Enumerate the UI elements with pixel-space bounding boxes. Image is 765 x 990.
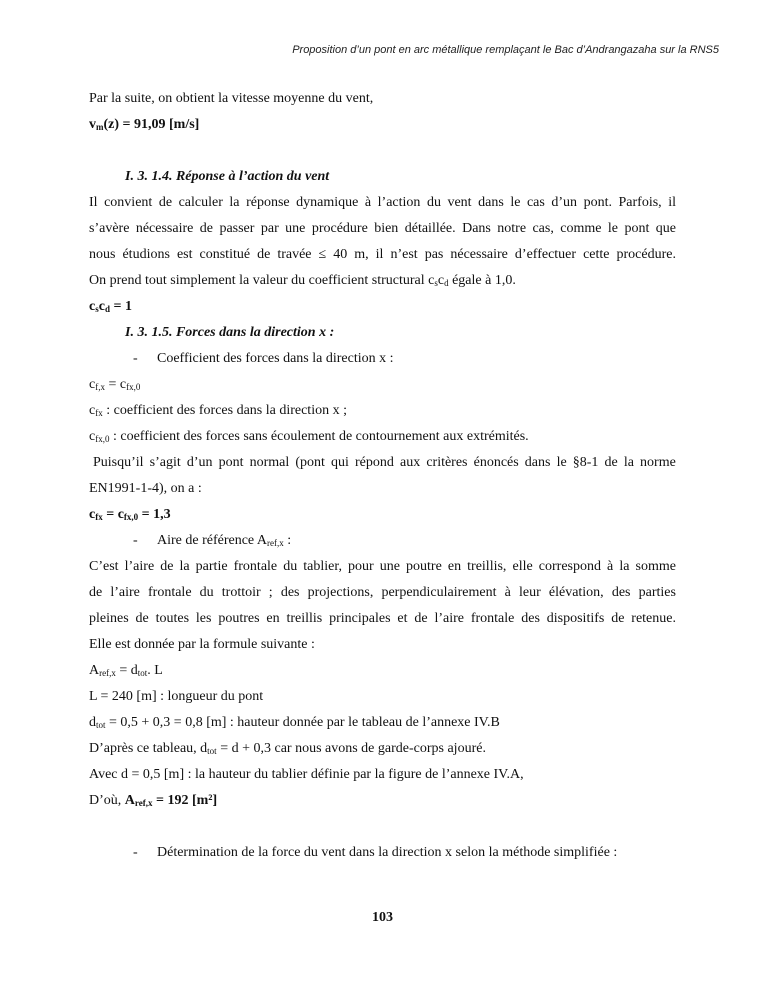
word: ≤ — [318, 247, 327, 262]
word: des — [280, 585, 300, 600]
word: il — [668, 195, 676, 210]
word: l’aire — [110, 585, 140, 600]
word: cas, — [532, 221, 554, 236]
definition-cfx0: $c_{fx,0}$ : coefficient des forces sans écoulement de contournement aux extrémités. — [89, 429, 529, 444]
word: d’effectuer — [514, 247, 577, 262]
word: de — [414, 611, 428, 626]
word: somme — [635, 559, 676, 574]
word: n’est — [390, 247, 418, 262]
word: frontale — [148, 585, 192, 600]
word: le — [556, 455, 567, 470]
justified-line — [89, 606, 676, 632]
page-number: 103 — [372, 910, 393, 925]
word: Puisqu’il — [93, 455, 144, 470]
word: le — [607, 221, 619, 236]
word: de — [89, 585, 103, 600]
word: des — [611, 585, 631, 600]
justified-line — [89, 580, 676, 606]
word: pour — [348, 559, 374, 574]
word: pont — [624, 221, 650, 236]
word: à — [364, 195, 372, 210]
word: nous — [89, 247, 116, 262]
word: la — [179, 559, 190, 574]
word: de — [158, 195, 173, 210]
section-heading-response: I. 3. 1.4. Réponse à l’action du vent — [125, 169, 330, 184]
table-note-line: D’après ce tableau, $d_{tot} = d + 0,3$ car nous avons de garde-corps ajouré. — [89, 741, 486, 756]
word: l’aire — [434, 611, 464, 626]
word: Dans — [462, 221, 491, 236]
word: l’action — [377, 195, 421, 210]
paragraph-normal-bridge — [89, 450, 676, 502]
word: pas — [424, 247, 444, 262]
word: énoncés — [473, 455, 519, 470]
word: convient — [104, 195, 153, 210]
word: passer — [219, 221, 255, 236]
word: détaillée. — [404, 221, 456, 236]
word: l’aire — [124, 559, 155, 574]
word: réponse — [246, 195, 290, 210]
bullet-wind-force: - Détermination de la force du vent dans la direction x selon la méthode simplifiée : — [89, 840, 676, 866]
word: vent — [447, 195, 472, 210]
spacer — [89, 814, 676, 840]
word: frontale — [233, 559, 278, 574]
intro-line: Par la suite, on obtient la vitesse moyenne du vent, — [89, 91, 374, 106]
word: en — [266, 611, 280, 626]
word: parties — [638, 585, 676, 600]
word: une — [379, 559, 400, 574]
word: notre — [497, 221, 527, 236]
bullet-dash: - — [133, 845, 138, 860]
word: que — [655, 221, 676, 236]
justified-line — [89, 216, 676, 242]
word: critères — [426, 455, 468, 470]
word: aux — [400, 455, 421, 470]
word: élévation, — [548, 585, 604, 600]
document-body — [89, 86, 676, 866]
word: procédure. — [616, 247, 676, 262]
word: répond — [355, 455, 394, 470]
section-heading-forces: I. 3. 1.5. Forces dans la direction x : — [125, 325, 335, 340]
word: du — [283, 559, 298, 574]
word: toutes — [155, 611, 190, 626]
word: pleines — [89, 611, 129, 626]
word: de — [160, 559, 174, 574]
word: d’un — [186, 455, 213, 470]
word: s’agit — [149, 455, 181, 470]
word: poutres — [218, 611, 260, 626]
justified-line — [89, 242, 676, 268]
justified-line — [89, 190, 676, 216]
paragraph-last-line: On prend tout simplement la valeur du coefficient structural $c_sc_d$ égale à 1,0. — [89, 273, 516, 288]
bullet-reference-area: - Aire de référence $A_{ref,x}$ : — [89, 528, 676, 554]
justified-line — [89, 554, 676, 580]
word: de — [135, 611, 149, 626]
word: ; — [268, 585, 273, 600]
word: dans — [524, 455, 551, 470]
word: dynamique — [296, 195, 359, 210]
word: 40 — [333, 247, 348, 262]
word: projections, — [307, 585, 374, 600]
word: s’avère — [89, 221, 130, 236]
word: C’est — [89, 559, 119, 574]
word: de — [604, 455, 618, 470]
word: frontale — [470, 611, 515, 626]
word: treillis — [286, 611, 323, 626]
word: la — [229, 195, 240, 210]
force-coefficient-result: $c_{fx} = c_{fx,0} = 1,3$ — [89, 507, 171, 522]
length-line: L = 240 [m] : longueur du pont — [89, 689, 264, 704]
definition-cfx: $c_{fx}$ : coefficient des forces dans la direction x ; — [89, 403, 347, 418]
word: et — [397, 611, 408, 626]
bullet-dash: - — [133, 351, 138, 366]
word: normal — [249, 455, 290, 470]
word: des — [521, 611, 540, 626]
word: procédure — [311, 221, 368, 236]
word: cette — [583, 247, 610, 262]
area-result-line: D’où, $A_{ref,x} = 192$ [m²] — [89, 793, 218, 808]
word: principales — [329, 611, 391, 626]
word: d’un — [551, 195, 578, 210]
page-header: Proposition d’un pont en arc métallique remplaçant le Bac d’Andrangazaha sur la RNS5 — [292, 44, 719, 56]
word: de — [257, 247, 271, 262]
word: nécessaire — [450, 247, 508, 262]
word: du — [199, 585, 214, 600]
height-line: $d_{tot} = 0,5 + 0,3 = 0,8$ [m] : hauteur donnée par le tableau de l’annexe IV.B — [89, 715, 500, 730]
word: de — [199, 221, 214, 236]
word: (pont — [295, 455, 325, 470]
word: norme — [640, 455, 676, 470]
word: elle — [512, 559, 533, 574]
word: perpendiculairement — [381, 585, 497, 600]
word: nécessaire — [135, 221, 194, 236]
word: comme — [560, 221, 602, 236]
word: cas — [526, 195, 545, 210]
velocity-result: $v_m(z) = 91,09$ [m/s] — [89, 117, 200, 132]
justified-line — [89, 450, 676, 476]
word: est — [176, 247, 193, 262]
word: le — [510, 195, 521, 210]
word: à — [607, 559, 614, 574]
word: treillis, — [467, 559, 507, 574]
word: retenue. — [631, 611, 676, 626]
word: correspond — [538, 559, 601, 574]
word: pont — [218, 455, 244, 470]
paragraph-last-line: EN1991-1-4), on a : — [89, 481, 202, 496]
word: m, — [354, 247, 369, 262]
word: qui — [331, 455, 349, 470]
word: constitué — [199, 247, 251, 262]
word: la — [623, 455, 634, 470]
word: bien — [374, 221, 399, 236]
word: dispositifs — [546, 611, 605, 626]
deck-height-line: Avec d = 0,5 [m] : la hauteur du tablier définie par la figure de l’annexe IV.A, — [89, 767, 524, 782]
word: dans — [478, 195, 504, 210]
word: une — [285, 221, 306, 236]
word: leur — [518, 585, 541, 600]
word: du — [426, 195, 441, 210]
word: en — [447, 559, 462, 574]
word: travée — [277, 247, 312, 262]
word: Il — [89, 195, 98, 210]
bullet-force-coefficient: - Coefficient des forces dans la direction x : — [89, 346, 676, 372]
word: calculer — [178, 195, 223, 210]
word: partie — [195, 559, 228, 574]
word: de — [611, 611, 625, 626]
paragraph-response — [89, 190, 676, 294]
spacer — [89, 138, 676, 164]
equation-area: $A_{ref,x} = d_{tot}$. L — [89, 663, 163, 678]
word: poutre — [406, 559, 442, 574]
word: pont. — [583, 195, 612, 210]
word: les — [195, 611, 212, 626]
paragraph-reference-area — [89, 554, 676, 658]
word: par — [260, 221, 279, 236]
equation-cfx: $c_{f,x} = c_{fx,0}$ — [89, 377, 141, 392]
word: à — [504, 585, 511, 600]
word: trottoir — [221, 585, 261, 600]
word: la — [619, 559, 630, 574]
word: il — [375, 247, 384, 262]
bullet-dash: - — [133, 533, 138, 548]
word: Parfois, — [618, 195, 662, 210]
word: étudions — [122, 247, 170, 262]
structural-coefficient-result: $c_sc_d = 1$ — [89, 299, 132, 314]
paragraph-last-line: Elle est donnée par la formule suivante : — [89, 637, 315, 652]
word: §8-1 — [572, 455, 599, 470]
word: tablier, — [303, 559, 342, 574]
